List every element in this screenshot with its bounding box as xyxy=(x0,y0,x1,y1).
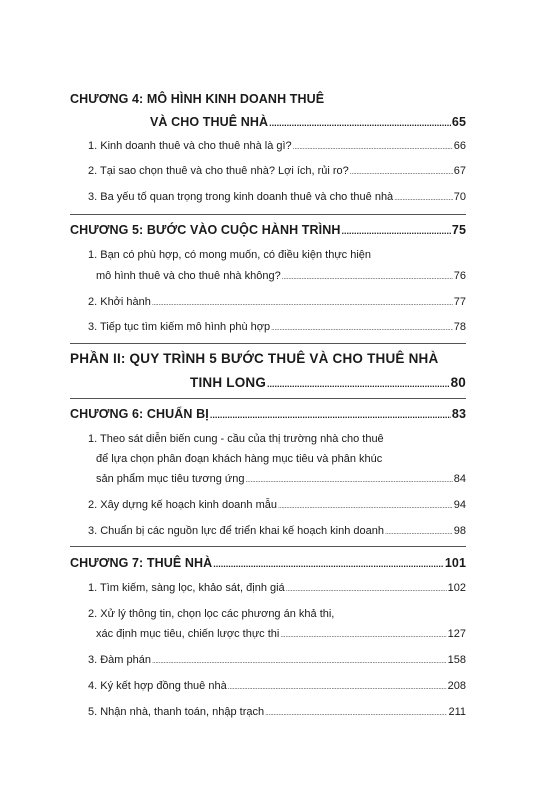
page-number: 76 xyxy=(453,270,466,282)
chapter-title: CHƯƠNG 7: THUÊ NHÀ xyxy=(70,556,213,570)
dot-leader xyxy=(210,410,451,420)
page-number: 83 xyxy=(451,407,466,421)
toc-entry[interactable] xyxy=(88,165,466,177)
page-number: 94 xyxy=(453,499,466,511)
dot-leader xyxy=(341,226,450,236)
entry-label: sản phẩm mục tiêu tương ứng xyxy=(96,473,245,485)
page-number: 65 xyxy=(451,115,466,129)
page-number: 66 xyxy=(453,140,466,152)
entry-label: 3. Ba yếu tố quan trọng trong kinh doanh thuê và cho thuê nhà xyxy=(88,191,394,203)
dot-leader xyxy=(246,477,453,484)
dot-leader xyxy=(267,379,450,389)
toc-entry[interactable] xyxy=(88,140,466,152)
page-number: 70 xyxy=(453,191,466,203)
chapter-4-heading[interactable] xyxy=(70,92,324,106)
dot-leader xyxy=(394,195,453,202)
entry-label: 3. Đàm phán xyxy=(88,654,151,666)
dot-leader xyxy=(278,503,453,510)
chapter-title: VÀ CHO THUÊ NHÀ xyxy=(150,115,269,129)
dot-leader xyxy=(282,274,453,281)
entry-label: 1. Theo sát diễn biến cung - cầu của thị trường nhà cho thuê xyxy=(88,433,384,445)
entry-label: 1. Tìm kiếm, sàng lọc, khảo sát, định giá xyxy=(88,582,285,594)
part-2-heading-cont[interactable] xyxy=(190,375,466,390)
entry-label: 3. Chuẩn bị các nguồn lực để triển khai kế hoạch kinh doanh xyxy=(88,525,385,537)
entry-label: 2. Tại sao chọn thuê và cho thuê nhà? Lợi ích, rủi ro? xyxy=(88,165,349,177)
entry-label: 3. Tiếp tục tìm kiếm mô hình phù hợp xyxy=(88,321,271,333)
page-number: 80 xyxy=(450,375,466,390)
divider xyxy=(70,343,466,344)
dot-leader xyxy=(286,586,447,593)
divider xyxy=(70,398,466,399)
part-title: TINH LONG xyxy=(190,375,267,390)
page-number: 67 xyxy=(453,165,466,177)
page-number: 127 xyxy=(447,628,466,640)
entry-label: 5. Nhận nhà, thanh toán, nhập trạch xyxy=(88,706,265,718)
chapter-title: CHƯƠNG 5: BƯỚC VÀO CUỘC HÀNH TRÌNH xyxy=(70,223,341,237)
dot-leader xyxy=(271,325,453,332)
toc-entry[interactable] xyxy=(96,270,466,282)
page-number: 158 xyxy=(447,654,466,666)
chapter-title: CHƯƠNG 4: MÔ HÌNH KINH DOANH THUÊ xyxy=(70,92,325,106)
chapter-4-heading-cont[interactable] xyxy=(150,115,466,129)
divider xyxy=(70,214,466,215)
entry-label: 2. Khởi hành xyxy=(88,296,151,308)
page-number: 208 xyxy=(447,680,466,692)
toc-entry[interactable] xyxy=(88,296,466,308)
toc-entry[interactable] xyxy=(88,654,466,666)
entry-label: 2. Xử lý thông tin, chọn lọc các phương án khả thi, xyxy=(88,608,335,620)
toc-entry[interactable] xyxy=(88,191,466,203)
page-number: 98 xyxy=(453,525,466,537)
toc-entry[interactable] xyxy=(96,628,466,640)
page-number: 75 xyxy=(451,223,466,237)
toc-entry[interactable] xyxy=(88,680,466,692)
chapter-title: CHƯƠNG 6: CHUẨN BỊ xyxy=(70,407,209,421)
entry-label: để lựa chọn phân đoạn khách hàng mục tiêu và phân khúc xyxy=(96,453,383,465)
entry-label: 1. Kinh doanh thuê và cho thuê nhà là gì? xyxy=(88,140,292,152)
toc-entry[interactable] xyxy=(88,321,466,333)
chapter-7-heading[interactable] xyxy=(70,556,466,570)
entry-label: 4. Ký kết hợp đồng thuê nhà xyxy=(88,680,227,692)
chapter-5-heading[interactable] xyxy=(70,223,466,237)
part-2-heading[interactable] xyxy=(70,351,438,366)
dot-leader xyxy=(265,710,447,717)
toc-entry[interactable] xyxy=(88,582,466,594)
toc-entry[interactable] xyxy=(96,473,466,485)
page-number: 78 xyxy=(453,321,466,333)
dot-leader xyxy=(293,144,453,151)
toc-entry[interactable] xyxy=(88,499,466,511)
entry-label: mô hình thuê và cho thuê nhà không? xyxy=(96,270,281,282)
dot-leader xyxy=(280,632,446,639)
toc-entry[interactable] xyxy=(88,525,466,537)
toc-entry[interactable] xyxy=(88,706,466,718)
dot-leader xyxy=(269,118,451,128)
dot-leader xyxy=(350,169,453,176)
dot-leader xyxy=(152,300,453,307)
entry-label: 1. Bạn có phù hợp, có mong muốn, có điều kiện thực hiện xyxy=(88,249,372,261)
page-number: 101 xyxy=(444,556,466,570)
entry-label: xác định mục tiêu, chiến lược thực thi xyxy=(96,628,280,640)
page-number: 102 xyxy=(447,582,466,594)
dot-leader xyxy=(213,559,444,569)
chapter-6-heading[interactable] xyxy=(70,407,466,421)
page-number: 211 xyxy=(448,706,466,718)
page-number: 77 xyxy=(453,296,466,308)
entry-label: 2. Xây dựng kế hoạch kinh doanh mẫu xyxy=(88,499,277,511)
dot-leader xyxy=(228,684,447,691)
page-number: 84 xyxy=(453,473,466,485)
divider xyxy=(70,546,466,547)
dot-leader xyxy=(385,529,453,536)
part-title: PHẦN II: QUY TRÌNH 5 BƯỚC THUÊ VÀ CHO THUÊ NHÀ xyxy=(70,351,439,366)
dot-leader xyxy=(152,658,447,665)
